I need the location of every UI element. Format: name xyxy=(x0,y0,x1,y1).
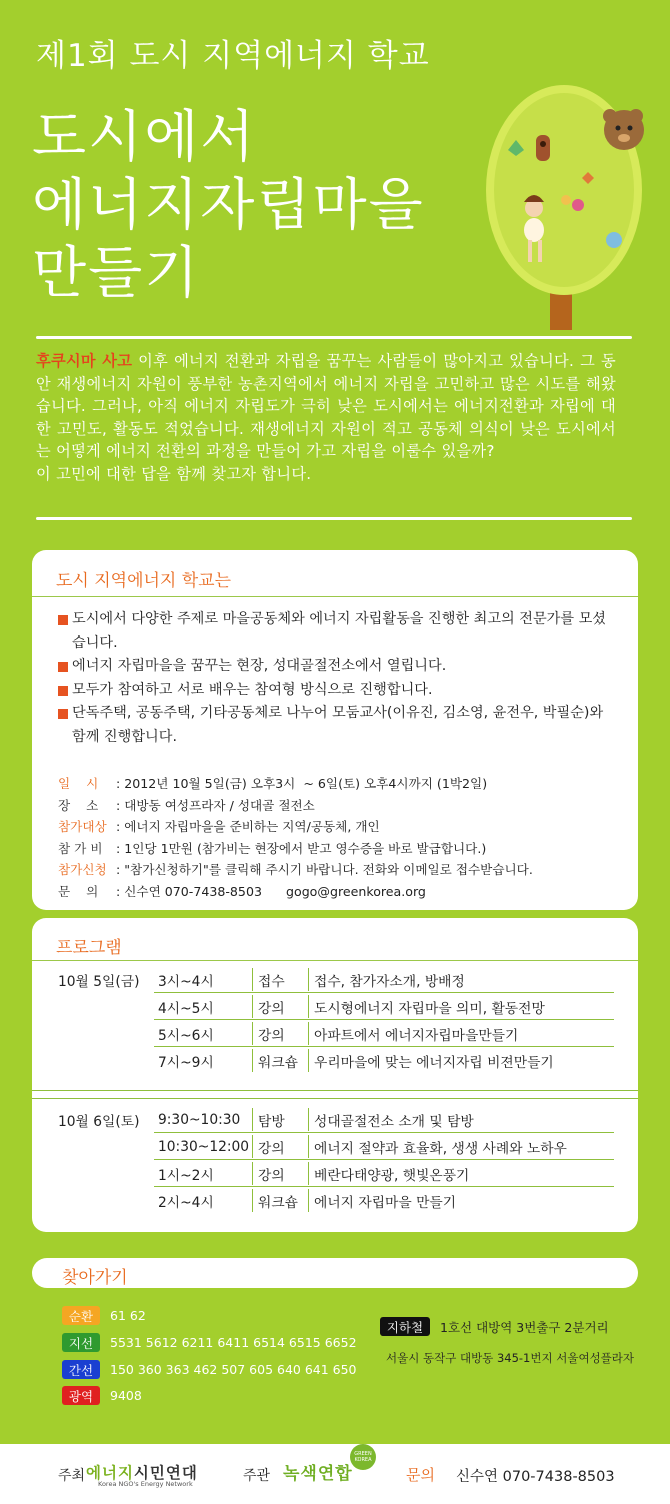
intro-highlight: 후쿠시마 사고 xyxy=(36,352,133,370)
detail-contact: 문 의 : 신수연 070-7438-8503 gogo@greenkorea.org xyxy=(58,883,426,899)
bus-routes: 5531 5612 6211 6411 6514 6515 6652 xyxy=(110,1335,357,1350)
schedule-date: 10월 6일(토) xyxy=(58,1113,140,1130)
bullet-item: 도시에서 다양한 주제로 마을공동체와 에너지 자립활동을 진행한 최고의 전문가를 모셨습니다. xyxy=(58,608,618,655)
subway-info xyxy=(380,1317,609,1336)
school-section-title: 도시 지역에너지 학교는 xyxy=(56,571,232,591)
intro-closing: 이 고민에 대한 답을 함께 찾고자 합니다. xyxy=(36,464,312,483)
bullet-item: 모두가 참여하고 서로 배우는 참여형 방식으로 진행합니다. xyxy=(58,679,618,703)
detail-location: 장 소 : 대방동 여성프라자 / 성대골 절전소 xyxy=(58,797,315,813)
schedule-date: 10월 5일(금) xyxy=(58,973,140,990)
divider-bottom xyxy=(36,517,632,520)
title-line-2: 에너지자립마을 xyxy=(32,173,425,238)
bullet-item: 단독주택, 공동주택, 기타공동체로 나누어 모둠교사(이유진, 김소영, 윤전우, 박필순)와 함께 진행합니다. xyxy=(58,702,618,749)
bus-routes: 150 360 363 462 507 605 640 641 650 xyxy=(110,1362,357,1377)
organizer-logo: 녹색연합 xyxy=(283,1464,353,1484)
schedule-separator xyxy=(32,1098,638,1099)
detail-target: 참가대상 : 에너지 자립마을을 준비하는 지역/공동체, 개인 xyxy=(58,819,380,835)
schedule-separator xyxy=(32,1090,638,1091)
table-row: 4시~5시 강의 도시형에너지 자립마을 의미, 활동전망 xyxy=(58,993,614,1020)
bus-branch xyxy=(62,1333,357,1352)
bus-type-badge: 지선 xyxy=(62,1333,100,1352)
event-details xyxy=(58,773,628,903)
school-bullets xyxy=(58,608,618,749)
bus-circular xyxy=(62,1306,146,1325)
table-row: 5시~6시 강의 아파트에서 에너지자립마을만들기 xyxy=(58,1020,614,1047)
table-row: 10:30~12:00 강의 에너지 절약과 효율화, 생생 사례와 노하우 xyxy=(58,1133,614,1160)
table-row: 2시~4시 워크숍 에너지 자립마을 만들기 xyxy=(58,1187,614,1214)
bullet-square-icon xyxy=(58,615,68,625)
bullet-item: 에너지 자립마을을 꿈꾸는 현장, 성대골절전소에서 열립니다. xyxy=(58,655,618,679)
title-line-3: 만들기 xyxy=(32,241,201,306)
host-label: 주최 xyxy=(58,1468,86,1484)
host-org-subtitle: Korea NGO's Energy Network xyxy=(98,1480,193,1488)
contact-info: 신수연 070-7438-8503 xyxy=(456,1469,615,1485)
bullet-square-icon xyxy=(58,686,68,696)
venue-address: 서울시 동작구 대방동 345-1번지 서울여성플라자 xyxy=(386,1351,634,1365)
bus-routes: 9408 xyxy=(110,1388,142,1403)
schedule-day-1 xyxy=(58,966,614,1074)
bus-type-badge: 광역 xyxy=(62,1386,100,1405)
bus-type-badge: 간선 xyxy=(62,1360,100,1379)
event-subtitle: 제1회 도시 지역에너지 학교 xyxy=(36,38,430,74)
schedule-day-2 xyxy=(58,1106,614,1214)
directions-title: 찾아가기 xyxy=(62,1268,128,1288)
program-title-rule xyxy=(32,960,638,961)
green-korea-badge-icon: GREEN KOREA xyxy=(350,1444,376,1470)
title-line-1: 도시에서 xyxy=(32,105,257,170)
intro-text: 이후 에너지 전환과 자립을 꿈꾸는 사람들이 많아지고 있습니다. 그 동안 재생에너지 자원이 풍부한 농촌지역에서 에너지 자립을 고민하고 많은 시도를 해왔습니다. 그러나, 아직 에너지 자립도가 극히 낮은 도시에서는 에너지전환과 자립에 대한 고민도, 활동도 적었습니다. 재생에너지 자원이 적고 공동체 의식이 낮은 도시에서는 어떻게 에너지 전환의 과정을 만들어 가고 자립을 이룰수 있을까? xyxy=(36,352,616,460)
table-row: 7시~9시 워크숍 우리마을에 맞는 에너지자립 비젼만들기 xyxy=(58,1047,614,1074)
detail-apply: 참가신청 : "참가신청하기"를 클릭해 주시기 바랍니다. 전화와 이메일로 접수받습니다. xyxy=(58,862,533,878)
detail-datetime: 일 시 : 2012년 10월 5일(금) 오후3시 ~ 6일(토) 오후4시까지 (1박2일) xyxy=(58,776,488,791)
bullet-square-icon xyxy=(58,709,68,719)
host-org-logo: 에너지시민연대 xyxy=(86,1464,198,1482)
bus-express xyxy=(62,1386,142,1405)
table-row: 10월 6일(토) 9:30~10:30 탐방 성대골절전소 소개 및 탐방 xyxy=(58,1106,614,1133)
bus-routes: 61 62 xyxy=(110,1308,146,1323)
bus-trunk xyxy=(62,1360,357,1379)
subway-badge: 지하철 xyxy=(380,1317,430,1336)
tree-illustration xyxy=(478,80,658,340)
organizer-label: 주관 xyxy=(243,1468,271,1484)
school-title-rule xyxy=(32,596,638,597)
intro-paragraph xyxy=(36,350,616,485)
detail-fee: 참 가 비 : 1인당 1만원 (참가비는 현장에서 받고 영수증을 바로 발급합니다.) xyxy=(58,840,487,856)
table-row: 1시~2시 강의 베란다태양광, 햇빛온풍기 xyxy=(58,1160,614,1187)
divider-top xyxy=(36,336,632,339)
table-row: 10월 5일(금) 3시~4시 접수 접수, 참가자소개, 방배정 xyxy=(58,966,614,993)
bullet-square-icon xyxy=(58,662,68,672)
program-section-title: 프로그램 xyxy=(56,938,122,958)
contact-label: 문의 xyxy=(406,1466,435,1484)
subway-route: 1호선 대방역 3번출구 2분거리 xyxy=(440,1319,609,1335)
bus-type-badge: 순환 xyxy=(62,1306,100,1325)
